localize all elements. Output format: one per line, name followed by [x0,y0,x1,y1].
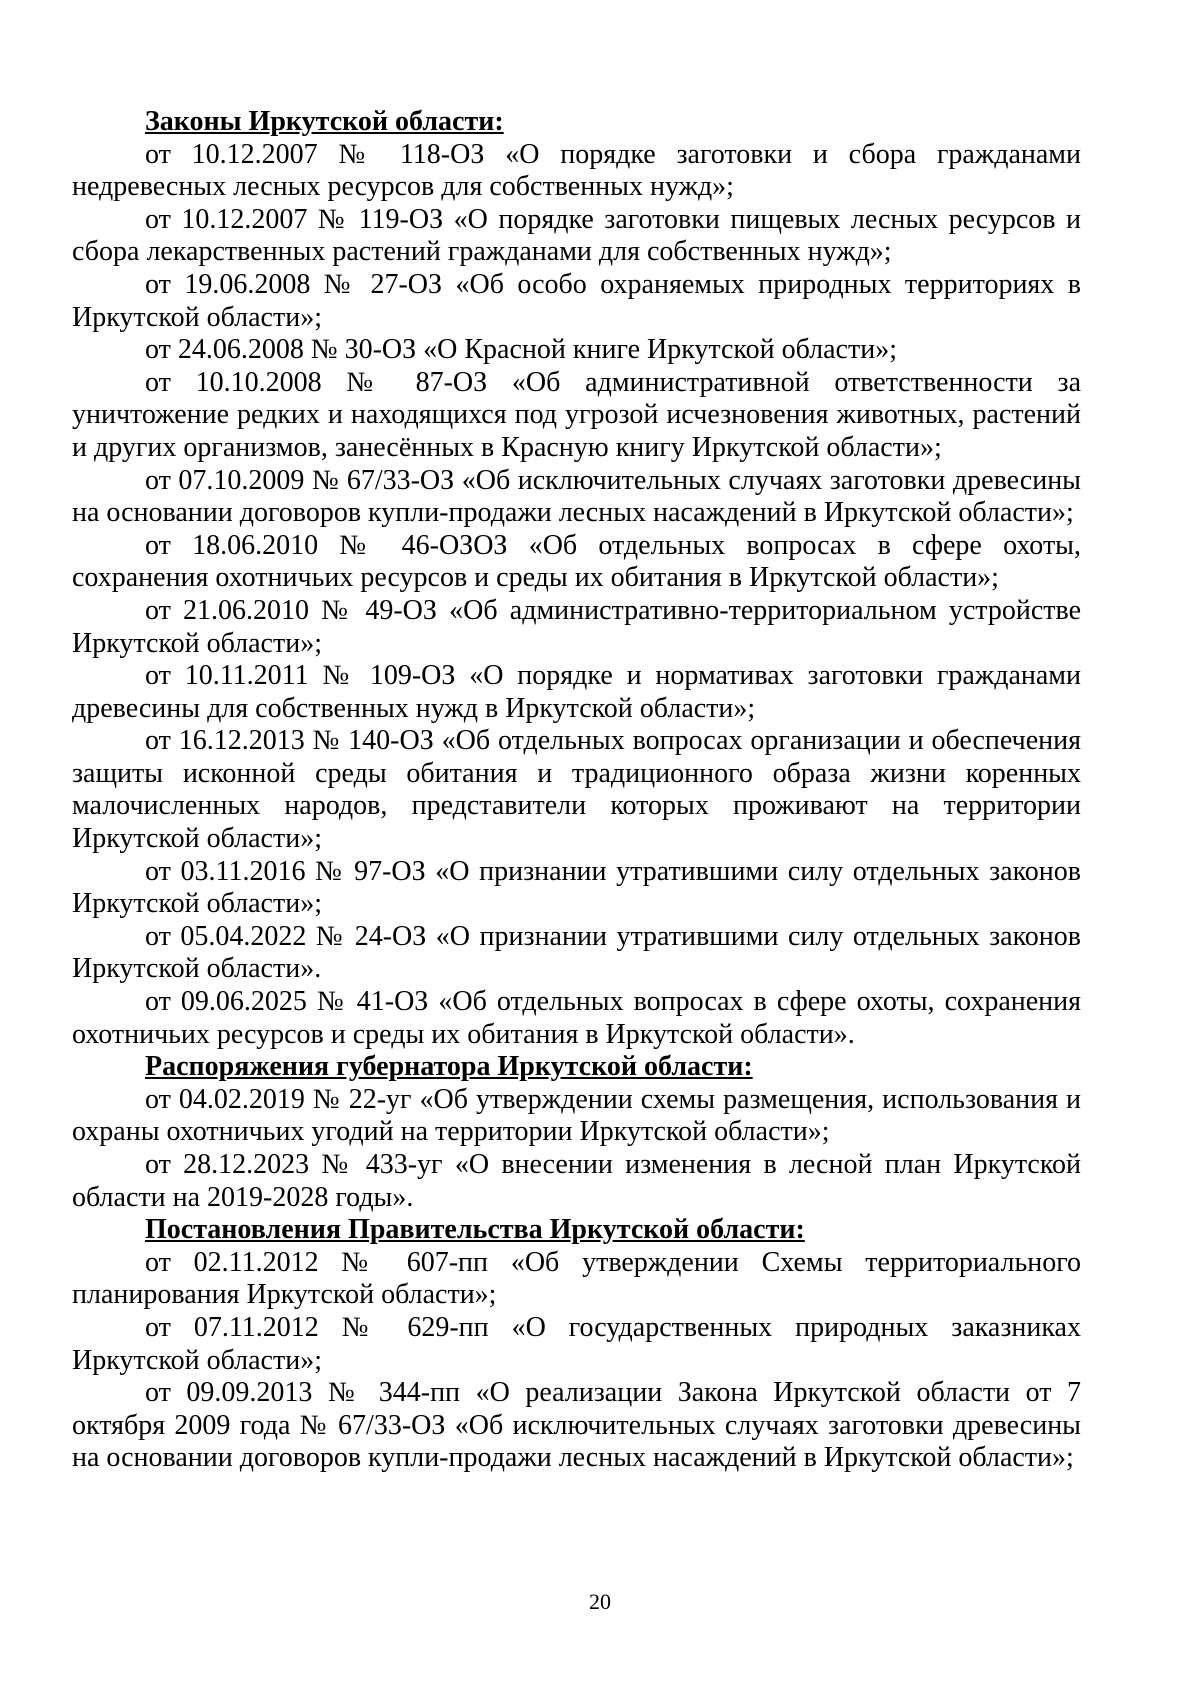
law-entry: от 18.06.2010 № 46-ОЗОЗ «Об отдельных вопросах в сфере охоты, сохранения охотничьих ресурсов и среды их обитания в Иркутской области»; [72,529,1081,594]
law-entry: от 05.04.2022 № 24-ОЗ «О признании утратившими силу отдельных законов Иркутской области». [72,920,1081,985]
law-entry: от 03.11.2016 № 97-ОЗ «О признании утратившими силу отдельных законов Иркутской области»; [72,855,1081,920]
order-entry: от 28.12.2023 № 433-уг «О внесении изменения в лесной план Иркутской области на 2019-2028 годы». [72,1149,1081,1213]
law-entry: от 16.12.2013 № 140-ОЗ «Об отдельных вопросах организации и обеспечения защиты исконной среды обитания и традиционного образа жизни коренных малочисленных народов, представители которых проживают на территории Иркутской области»; [72,725,1081,855]
law-entry: от 09.06.2025 № 41-ОЗ «Об отдельных вопросах в сфере охоты, сохранения охотничьих ресурсов и среды их обитания в Иркутской области». [72,986,1081,1050]
law-entry: от 10.12.2007 № 119-ОЗ «О порядке заготовки пищевых лесных ресурсов и сбора лекарственных растений гражданами для собственных нужд»; [72,203,1081,268]
resolution-entry: от 07.11.2012 № 629-пп «О государственных природных заказниках Иркутской области»; [72,1311,1081,1376]
law-entry: от 21.06.2010 № 49-ОЗ «Об административно-территориальном устройстве Иркутской области»; [72,594,1081,659]
section-heading-laws: Законы Иркутской области: [145,106,504,137]
law-entry: от 10.10.2008 № 87-ОЗ «Об административной ответственности за уничтожение редких и находящихся под угрозой исчезновения животных, растений и других организмов, занесённых в Красную книгу Иркутской области»; [72,366,1081,463]
resolution-entry: от 09.09.2013 № 344-пп «О реализации Закона Иркутской области от 7 октября 2009 года № 67/33-ОЗ «Об исключительных случаях заготовки древесины на основании договоров купли-продажи лесных насаждений в Иркутской области»; [72,1377,1081,1474]
document-body [72,106,1081,1475]
section-heading-government-resolutions: Постановления Правительства Иркутской области: [145,1214,805,1246]
law-entry: от 24.06.2008 № 30-ОЗ «О Красной книге Иркутской области»; [145,334,897,366]
resolution-entry: от 02.11.2012 № 607-пп «Об утверждении Схемы территориального планирования Иркутской области»; [72,1246,1081,1311]
law-entry: от 19.06.2008 № 27-ОЗ «Об особо охраняемых природных территориях в Иркутской области»; [72,268,1081,333]
section-heading-governor-orders: Распоряжения губернатора Иркутской области: [145,1051,753,1083]
law-entry: от 10.12.2007 № 118-ОЗ «О порядке заготовки и сбора гражданами недревесных лесных ресурсов для собственных нужд»; [72,138,1081,203]
law-entry: от 10.11.2011 № 109-ОЗ «О порядке и нормативах заготовки гражданами древесины для собственных нужд в Иркутской области»; [72,660,1081,724]
law-entry: от 07.10.2009 № 67/33-ОЗ «Об исключительных случаях заготовки древесины на основании договоров купли-продажи лесных насаждений в Иркутской области»; [72,464,1081,529]
order-entry: от 04.02.2019 № 22-уг «Об утверждении схемы размещения, использования и охраны охотничьих угодий на территории Иркутской области»; [72,1083,1081,1148]
page-number: 20 [589,1589,611,1614]
